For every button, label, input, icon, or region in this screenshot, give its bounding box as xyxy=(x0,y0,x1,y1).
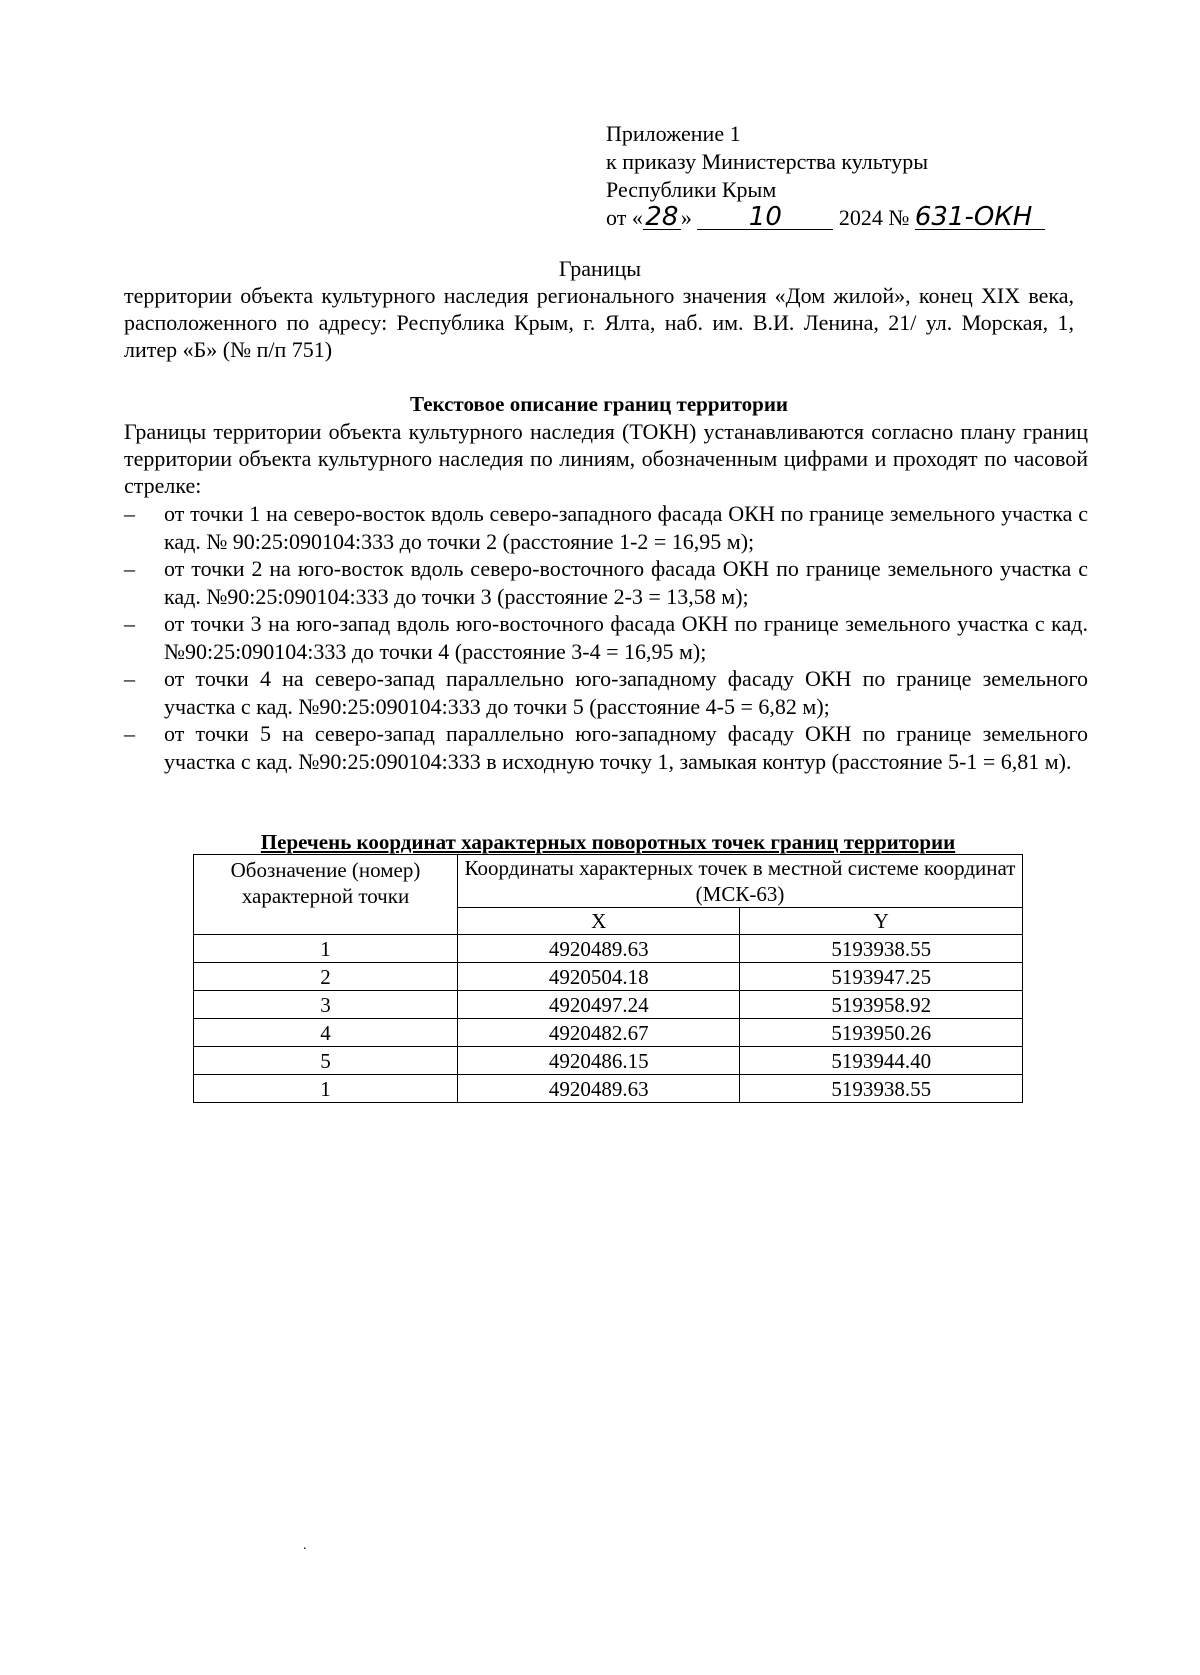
table-title: Перечень координат характерных поворотных точек границ территории xyxy=(260,830,956,854)
point-cell: 1 xyxy=(194,935,458,963)
date-year-number-label: 2024 № xyxy=(838,205,910,230)
coordinates-table xyxy=(193,854,1023,1103)
x-cell: 4920504.18 xyxy=(458,963,740,991)
list-item xyxy=(124,500,1088,555)
boundary-description-list xyxy=(124,500,1088,775)
date-prefix: от « xyxy=(606,205,643,230)
date-month-field xyxy=(697,202,833,232)
table-row xyxy=(194,1047,1023,1075)
date-day-field xyxy=(643,202,681,232)
y-column-header: Y xyxy=(740,908,1023,935)
y-cell: 5193944.40 xyxy=(740,1047,1023,1075)
appendix-line-1: Приложение 1 xyxy=(606,121,741,146)
point-cell: 3 xyxy=(194,991,458,1019)
x-cell: 4920489.63 xyxy=(458,1075,740,1103)
section-title: Текстовое описание границ территории xyxy=(409,392,789,416)
document-heading: Границы xyxy=(558,256,642,281)
list-item-text: от точки 5 на северо-запад параллельно юго-западному фасаду ОКН по границе земельного участка с кад. №90:25:090104:333 в исходную точку 1, замыкая контур (расстояние 5-1 = 6,81 м). xyxy=(164,721,1088,774)
footer-mark: . xyxy=(303,1538,307,1553)
table-header-row xyxy=(194,855,1023,908)
dash-marker: – xyxy=(124,501,135,526)
list-item xyxy=(124,555,1088,610)
table-row xyxy=(194,963,1023,991)
point-cell: 5 xyxy=(194,1047,458,1075)
date-day-handwritten: 28 xyxy=(645,202,679,232)
x-cell: 4920482.67 xyxy=(458,1019,740,1047)
intro-paragraph: Границы территории объекта культурного наследия (ТОКН) устанавливаются согласно плану границ территории объекта культурного наследия по линиям, обозначенным цифрами и проходят по часовой стрелке: xyxy=(124,419,1088,498)
x-cell: 4920489.63 xyxy=(458,935,740,963)
x-column-header: X xyxy=(458,908,740,935)
appendix-line-2: к приказу Министерства культуры xyxy=(606,149,929,174)
list-item-text: от точки 1 на северо-восток вдоль северо-западного фасада ОКН по границе земельного участка с кад. № 90:25:090104:333 до точки 2 (расстояние 1-2 = 16,95 м); xyxy=(164,501,1088,554)
appendix-line-3: Республики Крым xyxy=(606,177,777,202)
list-item xyxy=(124,610,1088,665)
list-item-text: от точки 3 на юго-запад вдоль юго-восточного фасада ОКН по границе земельного участка с кад. №90:25:090104:333 до точки 4 (расстояние 3-4 = 16,95 м); xyxy=(164,611,1088,664)
y-cell: 5193938.55 xyxy=(740,935,1023,963)
list-item xyxy=(124,720,1088,775)
dash-marker: – xyxy=(124,556,135,581)
table-row xyxy=(194,935,1023,963)
order-date-line xyxy=(606,204,1045,232)
y-cell: 5193938.55 xyxy=(740,1075,1023,1103)
y-cell: 5193958.92 xyxy=(740,991,1023,1019)
list-item-text: от точки 4 на северо-запад параллельно юго-западному фасаду ОКН по границе земельного участка с кад. №90:25:090104:333 до точки 5 (расстояние 4-5 = 6,82 м); xyxy=(164,666,1088,719)
table-row xyxy=(194,1019,1023,1047)
point-cell: 1 xyxy=(194,1075,458,1103)
table-row xyxy=(194,991,1023,1019)
y-cell: 5193947.25 xyxy=(740,963,1023,991)
order-number-field xyxy=(914,202,1045,232)
appendix-block xyxy=(606,120,1045,232)
point-column-header: Обозначение (номер) характерной точки xyxy=(194,855,458,935)
table-row xyxy=(194,1075,1023,1103)
order-number-handwritten: 631-ОКН xyxy=(914,202,1033,232)
dash-marker: – xyxy=(124,611,135,636)
dash-marker: – xyxy=(124,721,135,746)
coordinates-column-header: Координаты характерных точек в местной системе координат (МСК-63) xyxy=(458,855,1023,908)
point-cell: 2 xyxy=(194,963,458,991)
list-item xyxy=(124,665,1088,720)
x-cell: 4920486.15 xyxy=(458,1047,740,1075)
list-item-text: от точки 2 на юго-восток вдоль северо-восточного фасада ОКН по границе земельного участка с кад. №90:25:090104:333 до точки 3 (расстояние 2-3 = 13,58 м); xyxy=(164,556,1088,609)
point-cell: 4 xyxy=(194,1019,458,1047)
date-month-handwritten: 10 xyxy=(748,202,782,232)
dash-marker: – xyxy=(124,666,135,691)
date-separator: » xyxy=(680,205,692,230)
x-cell: 4920497.24 xyxy=(458,991,740,1019)
y-cell: 5193950.26 xyxy=(740,1019,1023,1047)
document-subheading: территории объекта культурного наследия регионального значения «Дом жилой», конец XIX века, расположенного по адресу: Республика Крым, г. Ялта, наб. им. В.И. Ленина, 21/ ул. Морская, 1, литер «Б» (№ п/п 751) xyxy=(124,283,1074,362)
